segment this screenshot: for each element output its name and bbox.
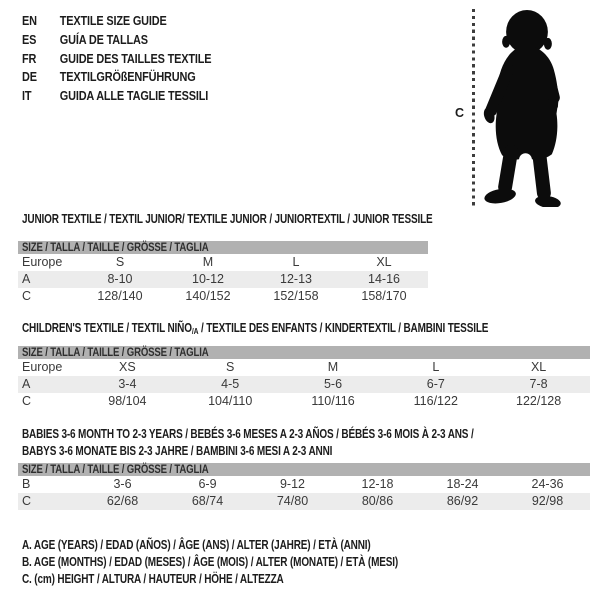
table-row-age bbox=[18, 271, 428, 288]
section-title-babies: BABIES 3-6 MONTH TO 2-3 YEARS / BEBÉS 3-6 MESES A 2-3 AÑOS / BÉBÉS 3-6 MOIS À 2-3 ANS / BABYS 3-6 MONATE BIS 2-3 JAHRE / BAMBINI 3-6 MESI A 2-3 ANNI bbox=[22, 427, 474, 458]
table-row-height bbox=[18, 393, 590, 410]
toddler-silhouette-image bbox=[481, 8, 571, 207]
section-title-children: CHILDREN'S TEXTILE / TEXTIL $NIÑO_{/A}$ / TEXTILE DES ENFANTS / KINDERTEXTIL / BAMBINI TESSILE bbox=[22, 321, 489, 336]
footnote-a: A. AGE (YEARS) / EDAD (AÑOS) / ÂGE (ANS) / ALTER (JAHRE) / ETÀ (ANNI) bbox=[22, 538, 371, 552]
title-subscript: /A bbox=[191, 326, 199, 336]
size-cell: 80/86 bbox=[335, 493, 420, 510]
size-cell: XS bbox=[119, 360, 136, 374]
size-cell: 12-18 bbox=[361, 477, 394, 491]
size-cell: L bbox=[432, 360, 440, 374]
size-cell: 140/152 bbox=[185, 289, 231, 303]
section-title-junior: JUNIOR TEXTILE / TEXTIL JUNIOR/ TEXTILE JUNIOR / JUNIORTEXTIL / JUNIOR TESSILE bbox=[22, 212, 433, 226]
size-cell: 152/158 bbox=[273, 289, 319, 303]
size-cell: S bbox=[226, 360, 235, 374]
row-label: A bbox=[18, 376, 76, 393]
table-row-europe bbox=[18, 254, 428, 271]
size-cell: 6-9 bbox=[198, 477, 217, 491]
size-cell: 4-5 bbox=[179, 376, 282, 393]
table-row-europe bbox=[18, 359, 590, 376]
size-table-header: SIZE / TALLA / TAILLE / GRÖSSE / TAGLIA bbox=[18, 463, 590, 476]
size-cell: 5-6 bbox=[282, 376, 385, 393]
table-row-age bbox=[18, 376, 590, 393]
table-row-age-months bbox=[18, 476, 590, 493]
language-row-es bbox=[22, 31, 247, 50]
language-title: GUÍA DE TALLAS bbox=[59, 31, 148, 47]
size-cell: 158/170 bbox=[361, 289, 407, 303]
size-cell: 24-36 bbox=[531, 477, 564, 491]
language-code: ES bbox=[22, 31, 37, 47]
language-title: TEXTILGRÖßENFÜHRUNG bbox=[59, 69, 196, 85]
babies-size-table bbox=[18, 463, 590, 510]
size-cell: 14-16 bbox=[340, 271, 428, 288]
language-list bbox=[22, 12, 247, 106]
size-cell: 62/68 bbox=[80, 493, 165, 510]
row-label: C bbox=[22, 289, 32, 303]
table-row-height bbox=[18, 493, 590, 510]
row-label: A bbox=[18, 271, 76, 288]
language-code: IT bbox=[22, 88, 32, 104]
size-cell: 74/80 bbox=[250, 493, 335, 510]
size-cell: L bbox=[292, 255, 300, 269]
size-cell: 110/116 bbox=[311, 394, 355, 408]
row-label: C bbox=[22, 394, 32, 408]
size-cell: 3-4 bbox=[76, 376, 179, 393]
size-table-header: SIZE / TALLA / TAILLE / GRÖSSE / TAGLIA bbox=[18, 346, 590, 359]
size-cell: 104/110 bbox=[208, 394, 253, 408]
footnote-c: C. (cm) HEIGHT / ALTURA / HAUTEUR / HÖHE / ALTEZZA bbox=[22, 571, 284, 586]
size-cell: XL bbox=[530, 360, 547, 374]
language-title: GUIDE DES TAILLES TEXTILE bbox=[59, 50, 212, 66]
language-title: TEXTILE SIZE GUIDE bbox=[59, 13, 167, 28]
height-measure-dashed-line bbox=[472, 9, 475, 206]
size-table-header: SIZE / TALLA / TAILLE / GRÖSSE / TAGLIA bbox=[18, 241, 428, 254]
size-cell: 98/104 bbox=[108, 394, 147, 408]
size-cell: 18-24 bbox=[446, 477, 479, 491]
size-cell: 8-10 bbox=[76, 271, 164, 288]
size-cell: 116/122 bbox=[413, 394, 458, 408]
row-label: Europe bbox=[22, 255, 63, 269]
junior-size-table bbox=[18, 241, 428, 305]
footnotes bbox=[22, 537, 492, 587]
language-row-it bbox=[22, 87, 247, 106]
size-cell: 92/98 bbox=[505, 493, 590, 510]
size-cell: 7-8 bbox=[487, 376, 590, 393]
language-code: EN bbox=[22, 13, 37, 28]
language-row-en bbox=[22, 12, 247, 31]
size-cell: 3-6 bbox=[113, 477, 132, 491]
language-code: DE bbox=[22, 69, 37, 85]
size-cell: XL bbox=[376, 255, 392, 269]
size-cell: 10-12 bbox=[164, 271, 252, 288]
measure-label-c: C bbox=[455, 106, 465, 120]
size-cell: S bbox=[115, 255, 125, 269]
row-label: B bbox=[22, 477, 31, 491]
size-cell: 122/128 bbox=[516, 394, 562, 408]
row-label: C bbox=[18, 493, 80, 510]
language-title: GUIDA ALLE TAGLIE TESSILI bbox=[59, 88, 209, 104]
table-row-height bbox=[18, 288, 428, 305]
size-cell: 9-12 bbox=[279, 477, 306, 491]
size-cell: M bbox=[327, 360, 339, 374]
language-row-de bbox=[22, 68, 247, 87]
size-cell: 6-7 bbox=[384, 376, 487, 393]
size-cell: M bbox=[202, 255, 214, 269]
size-cell: 12-13 bbox=[252, 271, 340, 288]
size-cell: 86/92 bbox=[420, 493, 505, 510]
language-row-fr bbox=[22, 50, 247, 69]
size-cell: 68/74 bbox=[165, 493, 250, 510]
footnote-b: B. AGE (MONTHS) / EDAD (MESES) / ÂGE (MOIS) / ALTER (MONATE) / ETÀ (MESI) bbox=[22, 554, 399, 569]
language-code: FR bbox=[22, 50, 37, 66]
size-cell: 128/140 bbox=[97, 289, 143, 303]
row-label: Europe bbox=[22, 360, 63, 374]
children-size-table bbox=[18, 346, 590, 410]
